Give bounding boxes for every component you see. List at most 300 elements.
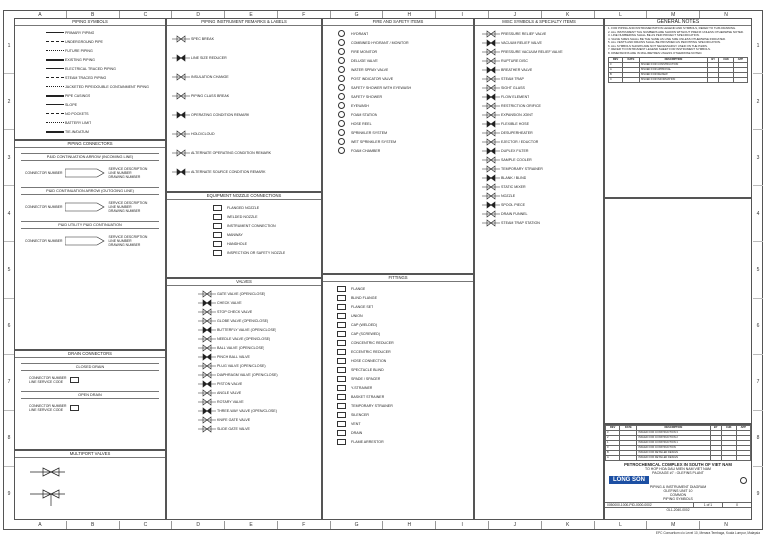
- valve-label: GLOBE VALVE (OPEN/CLOSE): [217, 318, 269, 323]
- line-symbol-icon: [46, 104, 64, 105]
- symbol-glyph: [331, 430, 351, 436]
- revision-cell: [719, 78, 734, 83]
- symbol-glyph: [481, 201, 501, 209]
- drain-section-title: CLOSED DRAIN: [21, 363, 159, 371]
- symbol-glyph: [331, 403, 351, 409]
- valve-row: [197, 307, 321, 316]
- valve-icon: [172, 92, 190, 100]
- fitting-row: [331, 383, 473, 392]
- zone-label: 4: [4, 185, 14, 241]
- valve-icon: [198, 317, 216, 325]
- symbol-box-icon: [337, 295, 346, 301]
- nozzle-label: WELDED NOZZLE: [227, 214, 258, 219]
- panel-title: DRAIN CONNECTORS: [15, 351, 165, 358]
- symbol-glyph: [45, 41, 65, 42]
- symbol-glyph: [207, 223, 227, 229]
- valve-icon: [482, 66, 500, 74]
- fitting-row: [331, 437, 473, 446]
- valve-icon: [198, 380, 216, 388]
- valve-icon: [172, 35, 190, 43]
- revision-cell: ISSUED FOR REVIEW: [639, 73, 707, 78]
- piping-symbol-row: [45, 73, 165, 82]
- misc-item-label: DESUPERHEATER: [501, 130, 533, 135]
- symbol-glyph: [331, 39, 351, 46]
- valve-icon: [198, 407, 216, 415]
- symbol-glyph: [481, 219, 501, 227]
- symbol-circle-icon: [338, 84, 345, 91]
- valve-icon: [482, 183, 500, 191]
- valve-label: DIAPHRAGM VALVE (OPEN/CLOSE): [217, 372, 278, 377]
- sheet-number: 1 of 1: [693, 503, 722, 507]
- zone-label: 7: [753, 354, 763, 410]
- misc-item-label: PRESSURE RELIEF VALVE: [501, 31, 547, 36]
- symbol-circle-icon: [338, 102, 345, 109]
- fire-item-row: [331, 101, 473, 110]
- piping-symbol-row: [45, 127, 165, 136]
- piping-symbol-label: BATTERY LIMIT: [65, 120, 92, 125]
- fitting-row: [331, 320, 473, 329]
- symbol-box-icon: [337, 430, 346, 436]
- valve-label: SLIDE GATE VALVE: [217, 426, 250, 431]
- valve-icon: [482, 48, 500, 56]
- revision-number: 0: [722, 503, 751, 507]
- symbol-circle-icon: [338, 75, 345, 82]
- remark-row: [171, 124, 317, 143]
- fittings-list: [323, 282, 473, 446]
- zone-label: N: [699, 11, 752, 19]
- zone-label: 2: [753, 73, 763, 129]
- misc-item-label: BLANK / BLIND: [501, 175, 527, 180]
- symbol-glyph: [45, 68, 65, 69]
- zone-label: B: [66, 521, 119, 529]
- valve-row: [197, 397, 321, 406]
- valve-icon: [482, 93, 500, 101]
- symbol-glyph: [171, 35, 191, 43]
- panel-title: MULTIPORT VALVES: [15, 451, 165, 458]
- symbol-glyph: [481, 138, 501, 146]
- zone-label: A: [38, 12, 42, 18]
- zone-label: D: [171, 11, 224, 19]
- valve-icon: [482, 201, 500, 209]
- zone-label: F: [277, 521, 330, 529]
- revision-cell: ISSUED FOR CONSTRUCTION 1: [637, 441, 710, 446]
- zone-label: J: [488, 11, 541, 19]
- misc-item-row: [481, 200, 603, 209]
- fitting-row: [331, 401, 473, 410]
- piping-symbol-label: FUTURE PIPING: [65, 48, 93, 53]
- zone-label: 9: [4, 466, 14, 522]
- piping-symbol-label: UNDERGROUND PIPE: [65, 39, 103, 44]
- line-symbol-icon: [46, 41, 64, 42]
- connector-section-title: P&ID CONTINUATION ARROW (INCOMING LINE): [21, 153, 159, 161]
- panel-title: PIPING SYMBOLS: [15, 19, 165, 26]
- fitting-label: CAP (SCREWED): [351, 331, 381, 336]
- panel-title: FIRE AND SAFETY ITEMS: [323, 19, 473, 26]
- revision-cell: ISSUED FOR INFORMATION: [639, 78, 707, 83]
- valve-icon: [482, 174, 500, 182]
- zone-label: L: [594, 521, 647, 529]
- zone-label: A: [38, 522, 42, 528]
- zone-label: 6: [4, 298, 14, 354]
- valve-label: STOP CHECK VALVE: [217, 309, 253, 314]
- drain-labels: [29, 404, 66, 412]
- remark-row: [171, 143, 317, 162]
- nozzle-label: MANWAY: [227, 232, 243, 237]
- drawing-title-line: PIPING & INSTRUMENT DIAGRAM: [649, 485, 707, 489]
- valve-icon: [482, 39, 500, 47]
- fire-item-label: FIRE MONITOR: [351, 49, 378, 54]
- revision-cell: ISSUED FOR DETAILED DESIGN: [637, 451, 710, 456]
- connector-section-title: P&ID CONTINUATION ARROW (OUTGOING LINE): [21, 187, 159, 195]
- symbol-box-icon: [337, 349, 346, 355]
- symbol-box-icon: [213, 214, 222, 220]
- zone-label: 4: [753, 185, 763, 241]
- panel-title: EQUIPMENT NOZZLE CONNECTIONS: [167, 193, 321, 200]
- symbol-box-icon: [337, 304, 346, 310]
- symbol-glyph: [481, 30, 501, 38]
- valve-list: [167, 286, 321, 433]
- general-note: 2. ALL INSTRUMENT TAG NUMBERS ARE SHOWN WITHOUT PREFIX UNLESS OTHERWISE NOTED.: [608, 29, 744, 34]
- symbol-glyph: [207, 232, 227, 238]
- valve-label: PINCH BALL VALVE: [217, 354, 250, 359]
- symbol-glyph: [45, 113, 65, 114]
- misc-item-row: [481, 191, 603, 200]
- symbol-box-icon: [337, 412, 346, 418]
- zone-label: C: [119, 521, 172, 529]
- revision-cell: [710, 456, 721, 461]
- symbol-glyph: [197, 398, 217, 406]
- fire-item-row: [331, 47, 473, 56]
- symbol-glyph: [197, 371, 217, 379]
- piping-symbol-row: [45, 118, 165, 127]
- zone-label: 9: [753, 466, 763, 522]
- client-logo: LONG SON: [609, 476, 649, 484]
- symbol-glyph: [331, 385, 351, 391]
- valve-row: [197, 316, 321, 325]
- fire-item-row: [331, 146, 473, 155]
- misc-item-label: STEAM TRAP: [501, 76, 524, 81]
- symbol-circle-icon: [338, 93, 345, 100]
- symbol-circle-icon: [338, 57, 345, 64]
- valve-row: [197, 298, 321, 307]
- fire-item-label: SPRINKLER SYSTEM: [351, 130, 388, 135]
- connector-detail-label: LINE NUMBER: [108, 239, 132, 243]
- fitting-label: Y-STRAINER: [351, 385, 373, 390]
- revision-cell: ISSUED FOR CONSTRUCTION 2: [637, 436, 710, 441]
- zone-label: J: [488, 521, 541, 529]
- symbol-glyph: [481, 39, 501, 47]
- zone-label: E: [224, 11, 277, 19]
- panel-general-notes: [604, 18, 752, 198]
- connector-number-label: CONNECTOR NUMBER: [25, 205, 63, 209]
- misc-item-label: STEAM TRAP STATION: [501, 220, 540, 225]
- piping-symbol-label: TIE-IN/DATUM: [65, 129, 89, 134]
- symbol-circle-icon: [338, 30, 345, 37]
- symbol-glyph: [331, 313, 351, 319]
- symbol-glyph: [207, 250, 227, 256]
- valve-icon: [198, 344, 216, 352]
- symbol-box-icon: [213, 205, 222, 211]
- misc-item-row: [481, 38, 603, 47]
- revision-row: [609, 78, 748, 83]
- revision-table: [605, 425, 751, 461]
- fire-item-row: [331, 137, 473, 146]
- panel-valves: [166, 278, 322, 520]
- nozzle-row: [207, 248, 321, 257]
- fire-item-label: POST INDICATOR VALVE: [351, 76, 394, 81]
- misc-item-label: FLEXIBLE HOSE: [501, 121, 529, 126]
- line-symbol-icon: [46, 131, 64, 133]
- line-symbol-icon: [46, 77, 64, 78]
- misc-item-row: [481, 47, 603, 56]
- drain-detail-label: CONNECTOR NUMBER: [29, 376, 67, 380]
- fitting-row: [331, 365, 473, 374]
- panel-title: MISC SYMBOLS & SPECIALTY ITEMS: [475, 19, 603, 26]
- misc-item-row: [481, 56, 603, 65]
- connector-example: [21, 229, 159, 253]
- fire-item-label: FOAM STATION: [351, 112, 378, 117]
- symbol-glyph: [171, 73, 191, 81]
- valve-row: [197, 424, 321, 433]
- revision-header-row: [606, 426, 751, 431]
- remark-row: [171, 162, 317, 181]
- valve-row: [197, 334, 321, 343]
- zone-label: 2: [4, 73, 14, 129]
- line-symbol-icon: [46, 32, 64, 33]
- symbol-glyph: [197, 380, 217, 388]
- remark-label: ALTERNATE SOURCE CONDITION REMARK: [191, 169, 266, 174]
- revision-row: [606, 456, 751, 461]
- connector-labels: [108, 235, 147, 247]
- symbol-glyph: [331, 439, 351, 445]
- valve-label: THREE-WAY VALVE (OPEN/CLOSE): [217, 408, 277, 413]
- symbol-glyph: [481, 147, 501, 155]
- panel-misc-symbols: [474, 18, 604, 520]
- valve-icon: [198, 326, 216, 334]
- fitting-row: [331, 302, 473, 311]
- revision-cell: A: [609, 68, 623, 73]
- panel-equipment-nozzle: [166, 192, 322, 278]
- drain-section-title: OPEN DRAIN: [21, 391, 159, 399]
- revision-header-cell: CHK: [721, 426, 736, 431]
- connector-section-title: P&ID UTILITY P&ID CONTINUATION: [21, 221, 159, 229]
- nozzle-label: HANDHOLE: [227, 241, 247, 246]
- valve-icon: [482, 75, 500, 83]
- nozzle-row: [207, 221, 321, 230]
- revision-header-cell: REV: [606, 426, 620, 431]
- fitting-label: DRAIN: [351, 430, 363, 435]
- misc-item-row: [481, 173, 603, 182]
- fire-item-row: [331, 56, 473, 65]
- revision-cell: ISSUED FOR CONSTRUCTION: [637, 446, 710, 451]
- zone-label: M: [646, 521, 699, 529]
- symbol-glyph: [331, 412, 351, 418]
- piping-symbol-row: [45, 91, 165, 100]
- fire-item-row: [331, 119, 473, 128]
- general-notes-list: [605, 26, 751, 56]
- symbol-glyph: [481, 93, 501, 101]
- remark-label: INSULATION CHANGE: [191, 74, 229, 79]
- piping-symbol-label: PRIMARY PIPING: [65, 30, 95, 35]
- symbol-glyph: [331, 286, 351, 292]
- revision-cell: [620, 456, 637, 461]
- valve-icon: [198, 353, 216, 361]
- connector-detail-label: LINE NUMBER: [108, 205, 132, 209]
- zone-label: N: [699, 521, 752, 529]
- symbol-glyph: [481, 129, 501, 137]
- fitting-label: SILENCER: [351, 412, 369, 417]
- zone-label: 1: [756, 42, 760, 49]
- symbol-glyph: [331, 30, 351, 37]
- remark-row: [171, 29, 317, 48]
- piping-symbol-row: [45, 82, 165, 91]
- fitting-label: FLANGE: [351, 286, 366, 291]
- line-symbol-icon: [46, 59, 64, 61]
- piping-symbol-label: PIPE CASINGS: [65, 93, 91, 98]
- general-note: 8. DIMENSIONS ARE IN MILLIMETRES UNLESS OTHERWISE NOTED.: [608, 50, 703, 55]
- misc-item-label: RUPTURE DISC: [501, 58, 528, 63]
- symbol-glyph: [331, 138, 351, 145]
- symbol-glyph: [481, 66, 501, 74]
- drain-example: [21, 371, 159, 389]
- valve-label: ANGLE VALVE: [217, 390, 242, 395]
- valve-icon: [172, 73, 190, 81]
- symbol-glyph: [331, 75, 351, 82]
- nozzle-row: [207, 230, 321, 239]
- revision-cell: [623, 78, 640, 83]
- fire-item-label: WET SPRINKLER SYSTEM: [351, 139, 397, 144]
- piping-symbol-row: [45, 55, 165, 64]
- zone-label: 8: [753, 410, 763, 466]
- valve-icon: [172, 168, 190, 176]
- piping-symbol-label: EXISTING PIPING: [65, 57, 95, 62]
- fire-item-label: EYEWASH: [351, 103, 369, 108]
- general-note: 6. ALL SYMBOLS SHOWN ARE NOT NECESSARILY USED ON THE P&IDS.: [608, 43, 708, 48]
- revision-cell: 0: [606, 446, 620, 451]
- symbol-glyph: [331, 147, 351, 154]
- symbol-glyph: [331, 376, 351, 382]
- misc-item-label: SIGHT GLASS: [501, 85, 525, 90]
- misc-item-label: DRAIN FUNNEL: [501, 211, 528, 216]
- nozzle-label: INSTRUMENT CONNECTION: [227, 223, 276, 228]
- valve-icon: [198, 362, 216, 370]
- symbol-glyph: [171, 92, 191, 100]
- fire-item-label: COMBINED HYDRANT / MONITOR: [351, 40, 409, 45]
- fitting-row: [331, 356, 473, 365]
- panel-title: FITTINGS: [323, 275, 473, 282]
- nozzle-row: [207, 212, 321, 221]
- fitting-label: CAP (WELDED): [351, 322, 378, 327]
- symbol-glyph: [331, 322, 351, 328]
- symbol-glyph: [481, 156, 501, 164]
- fitting-row: [331, 284, 473, 293]
- symbol-circle-icon: [338, 66, 345, 73]
- revision-cell: [721, 456, 736, 461]
- zone-label: H: [382, 521, 435, 529]
- symbol-glyph: [331, 102, 351, 109]
- fire-item-row: [331, 74, 473, 83]
- misc-item-row: [481, 101, 603, 110]
- connector-detail-label: LINE NUMBER: [108, 171, 132, 175]
- fitting-row: [331, 347, 473, 356]
- revision-header-cell: CHK: [719, 58, 734, 63]
- symbol-glyph: [45, 32, 65, 33]
- symbol-glyph: [331, 340, 351, 346]
- misc-item-row: [481, 209, 603, 218]
- fire-item-label: HYDRANT: [351, 31, 369, 36]
- fitting-row: [331, 410, 473, 419]
- drawing-title-line: OLEFINS UNIT 10: [663, 489, 693, 493]
- zone-label: D: [171, 521, 224, 529]
- fire-item-row: [331, 29, 473, 38]
- zone-label: L: [594, 11, 647, 19]
- misc-item-row: [481, 128, 603, 137]
- misc-item-row: [481, 155, 603, 164]
- valve-label: KNIFE GATE VALVE: [217, 417, 251, 422]
- line-symbol-icon: [46, 122, 64, 123]
- valve-icon: [172, 111, 190, 119]
- symbol-circle-icon: [338, 147, 345, 154]
- piping-symbol-label: ELECTRICAL TRACED PIPING: [65, 66, 116, 71]
- panel-blank-area: [604, 198, 752, 424]
- misc-item-label: EJECTOR / EDUCTOR: [501, 139, 539, 144]
- symbol-box-icon: [337, 331, 346, 337]
- symbol-glyph: [197, 362, 217, 370]
- revision-cell: B: [606, 451, 620, 456]
- symbol-glyph: [481, 75, 501, 83]
- revision-cell: B: [609, 73, 623, 78]
- connector-example: [21, 161, 159, 185]
- symbol-glyph: [197, 317, 217, 325]
- valve-label: BUTTERFLY VALVE (OPEN/CLOSE): [217, 327, 277, 332]
- panel-drain-connectors: [14, 350, 166, 450]
- remark-label: LINE SIZE REDUCER: [191, 55, 227, 60]
- fire-item-row: [331, 83, 473, 92]
- panel-fittings: [322, 274, 474, 520]
- misc-item-label: RESTRICTION ORIFICE: [501, 103, 541, 108]
- general-note: 4. VALVE SIZES SHALL BE THE SAME AS LINE SIZE UNLESS OTHERWISE INDICATED.: [608, 36, 726, 41]
- valve-icon: [172, 130, 190, 138]
- fire-item-row: [331, 128, 473, 137]
- symbol-box-icon: [337, 421, 346, 427]
- piping-symbol-row: [45, 64, 165, 73]
- misc-item-row: [481, 146, 603, 155]
- symbol-box-icon: [337, 286, 346, 292]
- line-symbol-icon: [46, 68, 64, 69]
- zone-label: G: [330, 11, 383, 19]
- symbol-box-icon: [337, 376, 346, 382]
- remark-label: OPERATING CONDITION REMARK: [191, 112, 250, 117]
- line-symbol-icon: [46, 113, 64, 114]
- drawing-number: OL1-2040-0002: [605, 507, 751, 512]
- fitting-row: [331, 428, 473, 437]
- symbol-box-icon: [213, 223, 222, 229]
- revision-cell: [736, 456, 750, 461]
- nozzle-label: FLANGED NOZZLE: [227, 205, 260, 210]
- fitting-row: [331, 419, 473, 428]
- symbol-glyph: [197, 425, 217, 433]
- fitting-row: [331, 374, 473, 383]
- drain-box-icon: [70, 405, 79, 411]
- zone-label: H: [382, 11, 435, 19]
- revision-header-cell: REV: [609, 58, 623, 63]
- symbol-glyph: [171, 111, 191, 119]
- symbol-glyph: [45, 122, 65, 123]
- fitting-label: ECCENTRIC REDUCER: [351, 349, 391, 354]
- fire-item-label: SAFETY SHOWER: [351, 94, 383, 99]
- revision-header-row: [609, 58, 748, 63]
- symbol-glyph: [197, 389, 217, 397]
